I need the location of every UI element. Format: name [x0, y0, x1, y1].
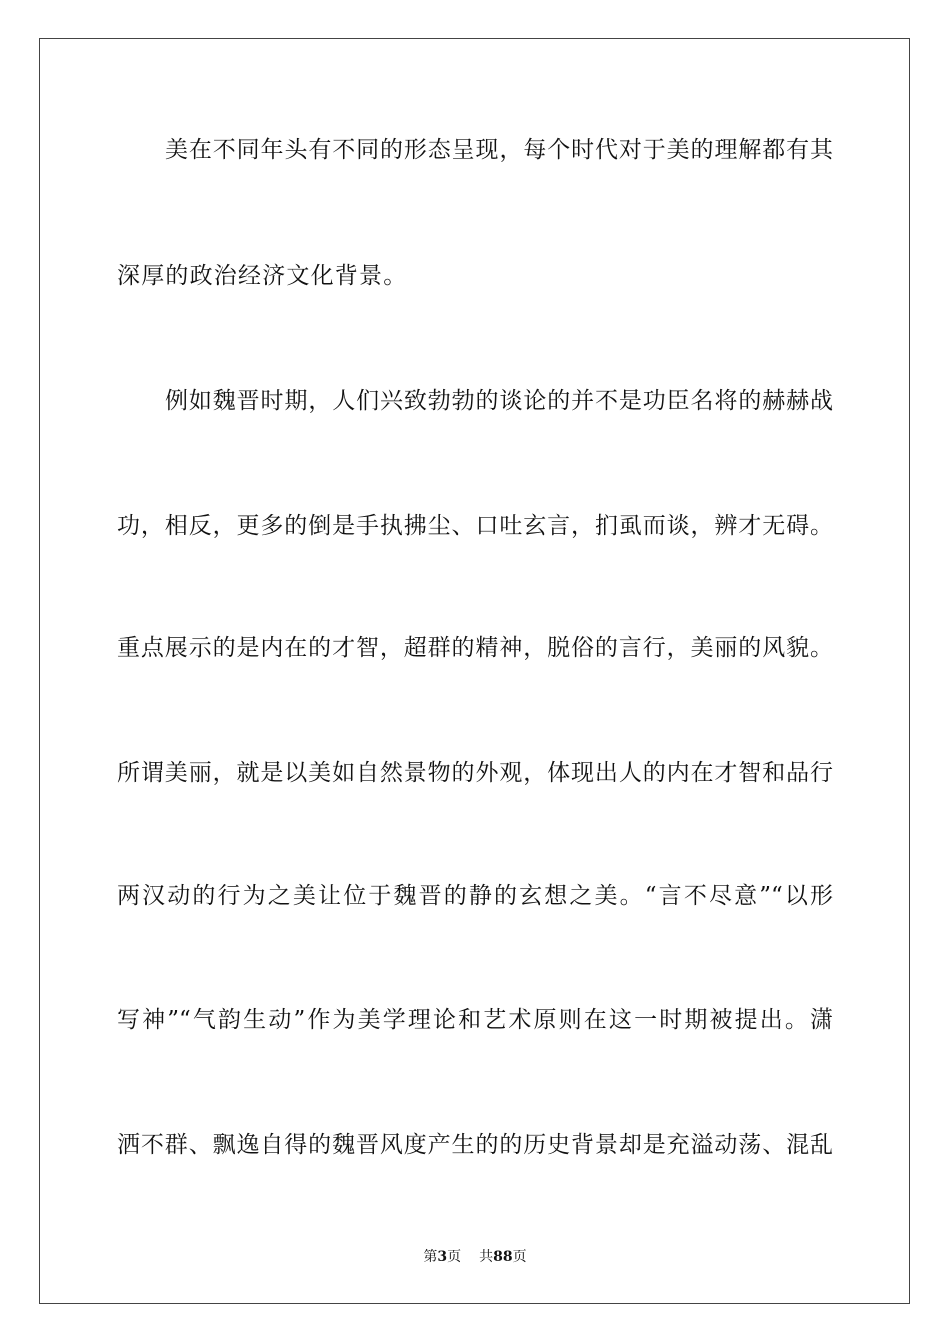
- text-line: 写神”“气韵生动”作为美学理论和艺术原则在这一时期被提出。潇: [117, 1007, 833, 1033]
- text-line: 美在不同年头有不同的形态呈现，每个时代对于美的理解都有其: [165, 137, 833, 163]
- current-page-number: 3: [437, 1249, 448, 1265]
- text-line: 洒不群、飘逸自得的魏晋风度产生的的历史背景却是充溢动荡、混乱: [117, 1132, 833, 1158]
- text-line: 功，相反，更多的倒是手执拂尘、口吐玄言，扪虱而谈，辨才无碍。: [117, 513, 833, 539]
- total-page-count: 88: [493, 1249, 513, 1265]
- total-suffix: 页: [512, 1249, 527, 1265]
- page-prefix: 第: [423, 1249, 438, 1265]
- text-line: 深厚的政治经济文化背景。: [117, 263, 408, 289]
- text-line: 重点展示的是内在的才智，超群的精神，脱俗的言行，美丽的风貌。: [117, 635, 833, 661]
- total-prefix: 共: [479, 1249, 494, 1265]
- text-line: 例如魏晋时期，人们兴致勃勃的谈论的并不是功臣名将的赫赫战: [165, 388, 833, 414]
- text-line: 所谓美丽，就是以美如自然景物的外观，体现出人的内在才智和品行: [117, 760, 833, 786]
- text-line: 两汉动的行为之美让位于魏晋的静的玄想之美。“言不尽意”“以形: [117, 883, 833, 909]
- page-footer: [0, 1246, 950, 1266]
- page-suffix: 页: [447, 1249, 462, 1265]
- page-border: [39, 38, 910, 1304]
